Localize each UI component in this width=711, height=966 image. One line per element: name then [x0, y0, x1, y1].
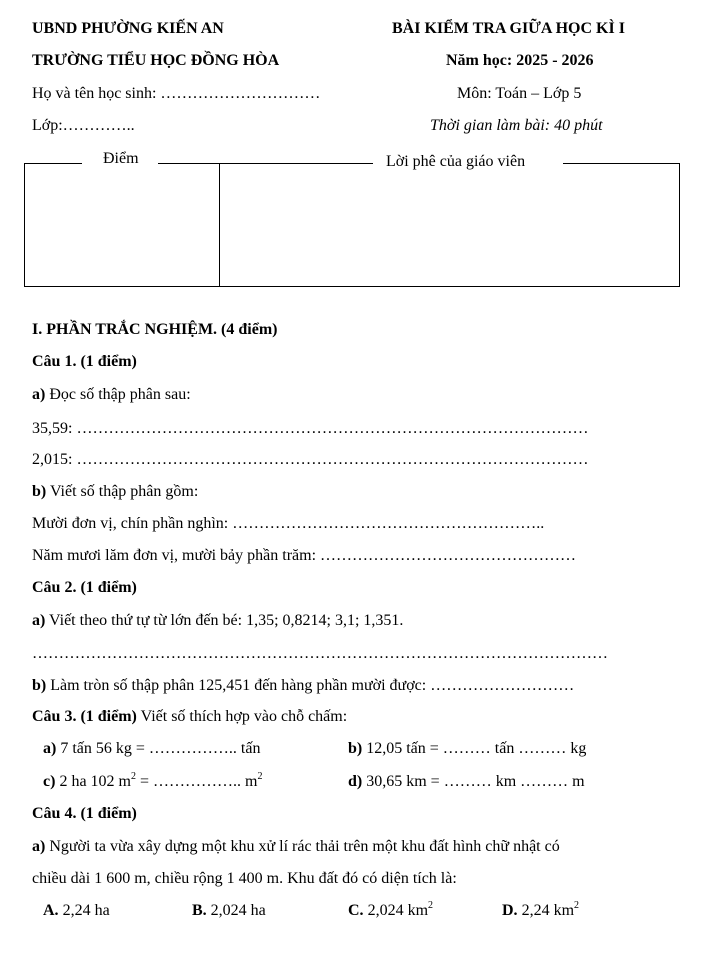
q4a-line-2: chiều dài 1 600 m, chiều rộng 1 400 m. Khu đất đó có diện tích là: [32, 870, 457, 887]
score-label: Điểm [103, 150, 139, 167]
q1-answer-line-1: 35,59: …………………………………………………………………………………… [32, 420, 589, 437]
class-field: Lớp:………….. [32, 117, 135, 134]
subject-line: Môn: Toán – Lớp 5 [457, 85, 582, 102]
q4-option-b [192, 902, 266, 920]
q1-answer-line-3: Mười đơn vị, chín phần nghìn: ………………………………………………….. [32, 515, 545, 532]
time-limit: Thời gian làm bài: 40 phút [430, 117, 603, 134]
q4-option-c [348, 902, 433, 920]
q2a-text: Viết theo thứ tự từ lớn đến bé: 1,35; 0,8214; 3,1; 1,351. [45, 612, 404, 629]
exam-title: BÀI KIỂM TRA GIỮA HỌC KÌ I [392, 20, 625, 37]
school-year: Năm học: 2025 - 2026 [446, 52, 594, 69]
score-box-frame [24, 163, 680, 287]
score-top-border-right [563, 163, 680, 164]
q1-answer-line-4: Năm mươi lăm đơn vị, mười bảy phần trăm: ………………………………………… [32, 547, 577, 564]
score-top-border-mid [158, 163, 373, 164]
q1a [32, 386, 191, 404]
q2b [32, 677, 574, 695]
q2a-label: a) [32, 612, 46, 629]
q3d-text: 30,65 km = ……… km ……… m [362, 773, 585, 790]
q1-answer-line-2: 2,015: …………………………………………………………………………………… [32, 451, 589, 468]
q3a-label: a) [43, 740, 57, 757]
q3d [348, 773, 585, 791]
q3a [43, 740, 260, 758]
student-name-field: Họ và tên học sinh: ………………………… [32, 85, 321, 102]
q2-title: Câu 2. (1 điểm) [32, 579, 137, 596]
q4-option-d-label: D. [502, 902, 518, 919]
q3 [32, 708, 347, 726]
section-title: I. PHẦN TRẮC NGHIỆM. (4 điểm) [32, 321, 278, 338]
q4-option-a-text: 2,24 ha [58, 902, 110, 919]
q4-option-a [43, 902, 110, 920]
q3c-label: c) [43, 773, 56, 790]
q4-option-d [502, 902, 579, 920]
q4-option-a-label: A. [43, 902, 59, 919]
q4-option-c-label: C. [348, 902, 364, 919]
q4-option-c-text: 2,024 km [363, 902, 429, 919]
school-name: TRƯỜNG TIỂU HỌC ĐỒNG HÒA [32, 52, 280, 69]
q3d-label: d) [348, 773, 363, 790]
teacher-comment-label: Lời phê của giáo viên [386, 153, 526, 170]
district-name: UBND PHƯỜNG KIẾN AN [32, 20, 224, 37]
q4a-text-1: Người ta vừa xây dựng một khu xử lí rác thải trên một khu đất hình chữ nhật có [45, 838, 560, 855]
q4-option-b-text: 2,024 ha [206, 902, 266, 919]
q3a-text: 7 tấn 56 kg = …………….. tấn [56, 740, 261, 757]
q4-option-c-sup: 2 [428, 900, 434, 911]
q4-option-b-label: B. [192, 902, 207, 919]
q3b-text: 12,05 tấn = ……… tấn ……… kg [362, 740, 587, 757]
q1a-text: Đọc số thập phân sau: [45, 386, 191, 403]
q4a-label: a) [32, 838, 46, 855]
q1a-label: a) [32, 386, 46, 403]
q3c [43, 773, 262, 791]
q1b-label: b) [32, 483, 47, 500]
q3-title: Câu 3. (1 điểm) [32, 708, 137, 725]
q3c-text-1: 2 ha 102 m [55, 773, 131, 790]
q1b [32, 483, 198, 501]
q3b-label: b) [348, 740, 363, 757]
q4a-line-1 [32, 838, 560, 856]
q4-option-d-text: 2,24 km [517, 902, 575, 919]
q1-title: Câu 1. (1 điểm) [32, 353, 137, 370]
q3c-sup-2: 2 [257, 771, 263, 782]
q1b-text: Viết số thập phân gồm: [46, 483, 199, 500]
score-divider [219, 163, 220, 287]
q4-title: Câu 4. (1 điểm) [32, 805, 137, 822]
q2b-text: Làm tròn số thập phân 125,451 đến hàng phần mười được: ……………………… [46, 677, 575, 694]
q2b-label: b) [32, 677, 47, 694]
q3c-sup-1: 2 [130, 771, 136, 782]
q2-answer-line: ……………………………………………………………………………………………… [32, 645, 608, 662]
q2a [32, 612, 403, 630]
q3c-text-2: = …………….. m [135, 773, 258, 790]
q3b [348, 740, 586, 758]
q3-text: Viết số thích hợp vào chỗ chấm: [136, 708, 348, 725]
q4-option-d-sup: 2 [574, 900, 580, 911]
score-top-border-left [24, 163, 82, 164]
